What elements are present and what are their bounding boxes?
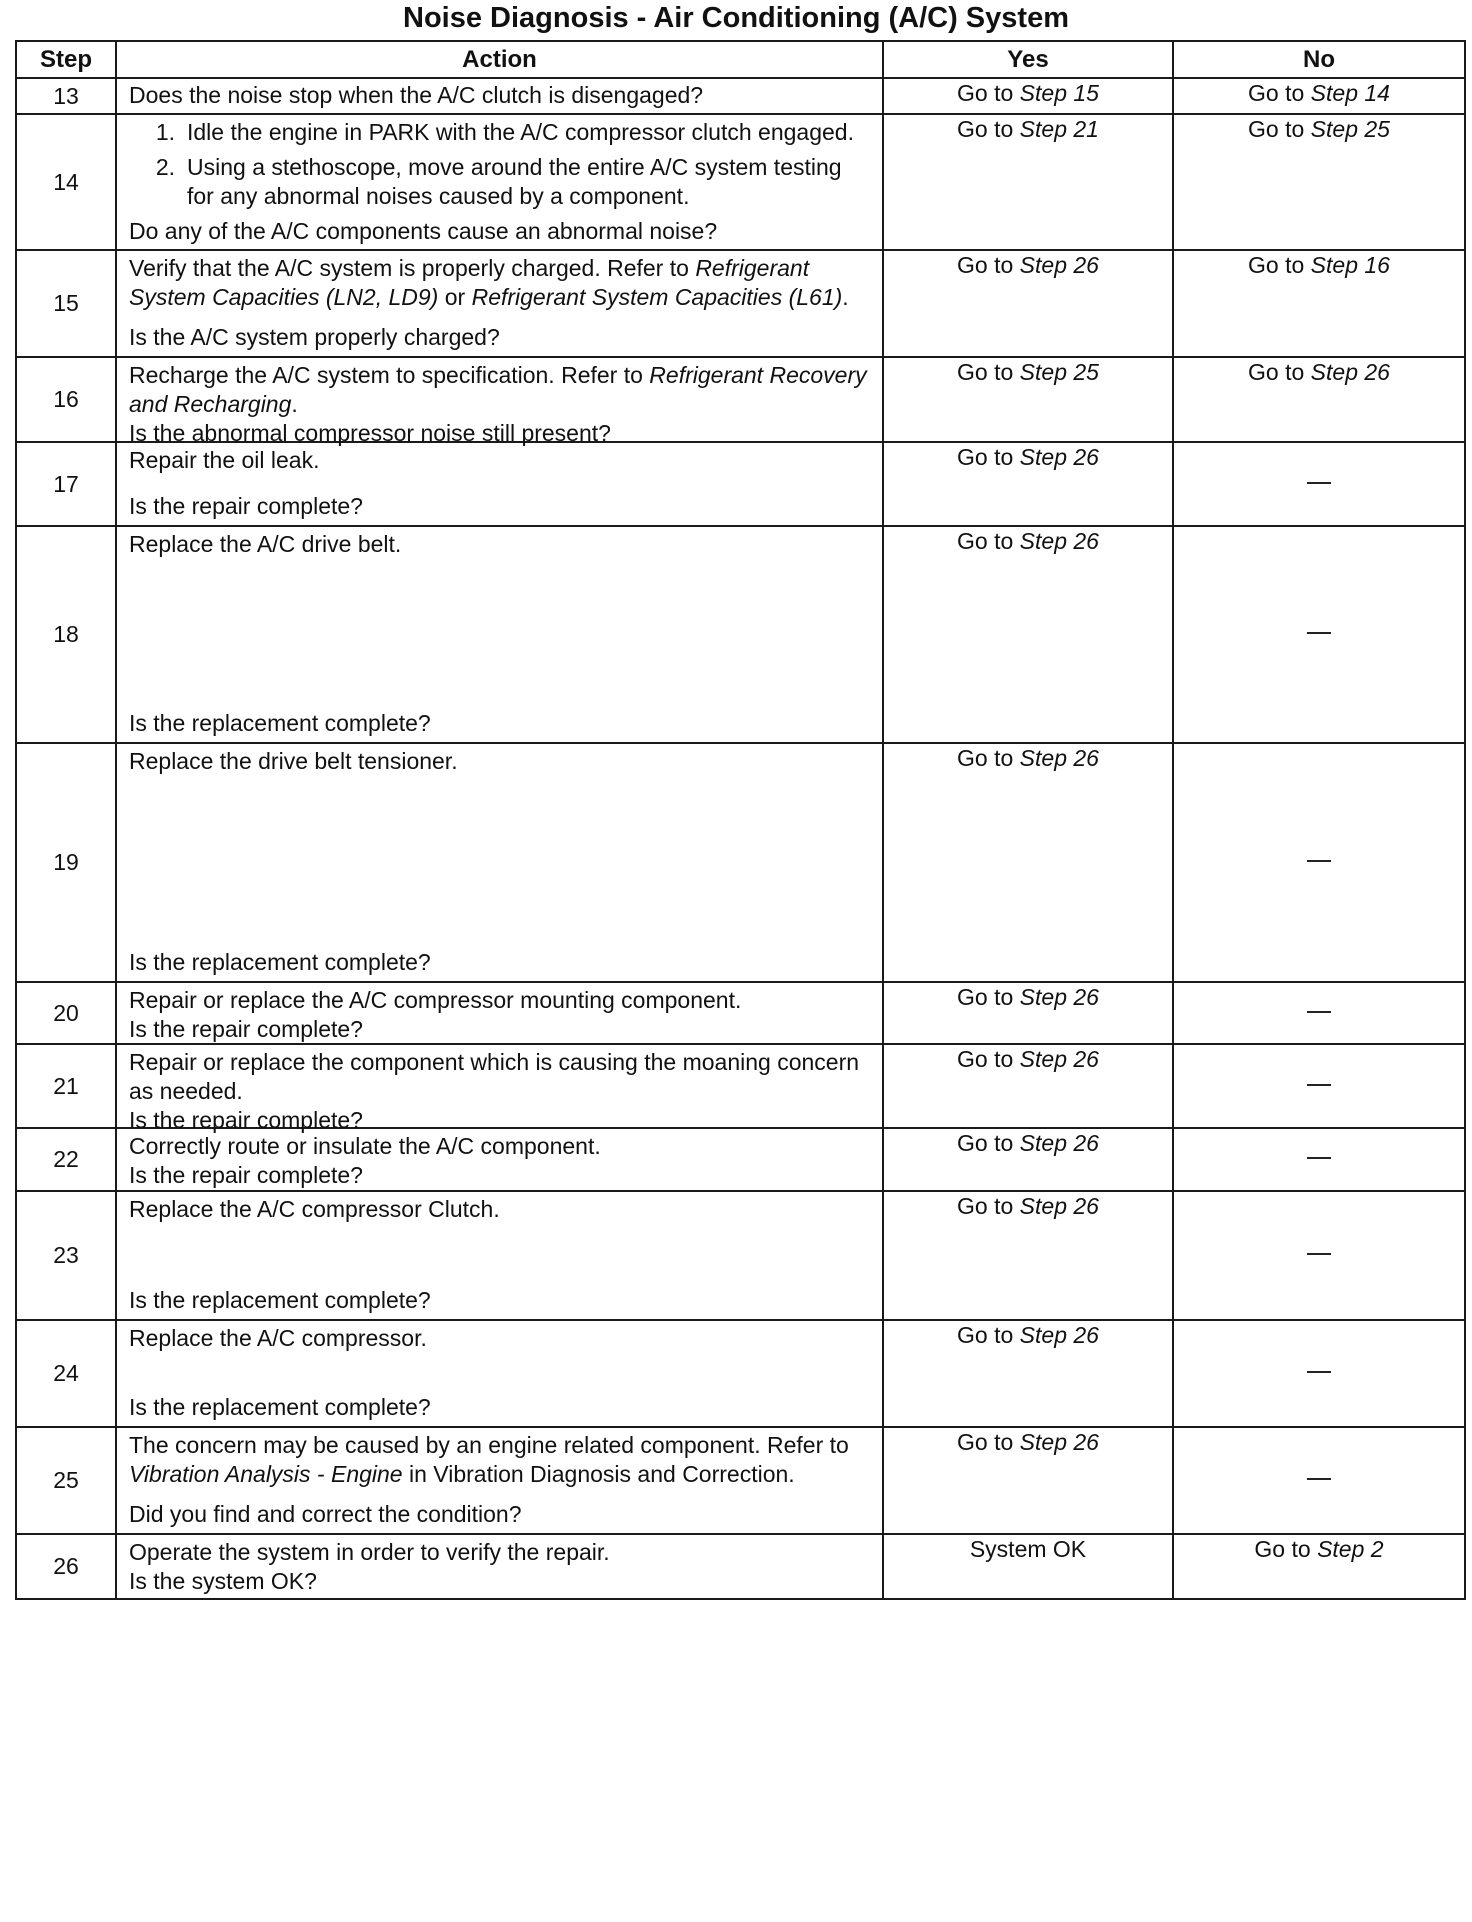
- table-header-row: [16, 41, 1465, 78]
- no-action-dash: [1307, 1478, 1331, 1480]
- header-step: Step: [16, 41, 116, 78]
- table-body: [16, 78, 1465, 1599]
- goto-step-link: Step 26: [1019, 1322, 1099, 1348]
- reference-title: Refrigerant System Capacities (LN2, LD9): [129, 255, 810, 310]
- action-content: [117, 1192, 882, 1319]
- action-cell: [116, 1191, 883, 1320]
- no-action-dash: [1307, 1157, 1331, 1159]
- table-row: [16, 982, 1465, 1044]
- table-row: [16, 442, 1465, 526]
- goto-prefix: Go to: [957, 1046, 1014, 1072]
- goto-prefix: Go to: [957, 252, 1014, 278]
- yes-outcome: [883, 250, 1173, 357]
- no-outcome: [1173, 982, 1465, 1044]
- no-action-dash: [1307, 482, 1331, 484]
- no-outcome: [1173, 114, 1465, 250]
- action-question: Is the abnormal compressor noise still present?: [129, 420, 611, 446]
- action-cell: [116, 1320, 883, 1427]
- goto-step-link: Step 26: [1019, 528, 1099, 554]
- action-content: [117, 115, 882, 249]
- yes-outcome: [883, 982, 1173, 1044]
- action-question: Is the replacement complete?: [129, 949, 431, 975]
- instruction-text: .: [842, 284, 849, 310]
- table-row: [16, 1427, 1465, 1534]
- goto-step-link: Step 15: [1019, 80, 1099, 106]
- action-question: Is the repair complete?: [129, 493, 363, 519]
- action-question: Did you find and correct the condition?: [129, 1501, 522, 1527]
- no-outcome: [1173, 1044, 1465, 1128]
- step-number: 25: [16, 1427, 116, 1534]
- action-content: [117, 1535, 882, 1598]
- table-row: [16, 1320, 1465, 1427]
- no-outcome: [1173, 1191, 1465, 1320]
- action-cell: [116, 78, 883, 114]
- yes-outcome: [883, 1534, 1173, 1599]
- action-instruction: Repair or replace the component which is causing the moaning concern as needed.: [129, 1049, 860, 1104]
- no-outcome: [1173, 526, 1465, 743]
- table-row: [16, 357, 1465, 442]
- table-row: [16, 78, 1465, 114]
- action-cell: [116, 250, 883, 357]
- goto-step-link: Step 14: [1310, 80, 1390, 106]
- instruction-text: The concern may be caused by an engine related component. Refer to: [129, 1432, 849, 1458]
- action-question: Is the repair complete?: [129, 1162, 363, 1188]
- action-content: [117, 443, 882, 525]
- table-row: [16, 1044, 1465, 1128]
- action-cell: [116, 526, 883, 743]
- no-action-dash: [1307, 1371, 1331, 1373]
- goto-prefix: Go to: [957, 984, 1014, 1010]
- goto-step-link: Step 2: [1317, 1536, 1384, 1562]
- action-content: [117, 983, 882, 1043]
- header-yes: Yes: [883, 41, 1173, 78]
- goto-step-link: Step 26: [1310, 359, 1390, 385]
- table-row: [16, 114, 1465, 250]
- list-number: 1.: [155, 119, 175, 145]
- action-content: [117, 527, 882, 742]
- goto-step-link: Step 26: [1019, 1046, 1099, 1072]
- action-instruction: [129, 254, 872, 312]
- header-no: No: [1173, 41, 1465, 78]
- goto-step-link: Step 26: [1019, 984, 1099, 1010]
- action-question: Is the A/C system properly charged?: [129, 324, 500, 350]
- table-row: [16, 526, 1465, 743]
- instruction-text: or: [438, 284, 472, 310]
- yes-outcome: [883, 357, 1173, 442]
- action-cell: [116, 1534, 883, 1599]
- step-number: 18: [16, 526, 116, 743]
- document-title: Noise Diagnosis - Air Conditioning (A/C) System: [403, 2, 1069, 34]
- goto-step-link: Step 26: [1019, 745, 1099, 771]
- table-row: [16, 743, 1465, 982]
- goto-prefix: Go to: [1248, 252, 1305, 278]
- action-instruction: Correctly route or insulate the A/C component.: [129, 1133, 601, 1159]
- no-action-dash: [1307, 1084, 1331, 1086]
- action-instruction: Replace the A/C drive belt.: [129, 531, 402, 557]
- no-outcome: [1173, 1128, 1465, 1191]
- step-number: 19: [16, 743, 116, 982]
- goto-step-link: Step 25: [1310, 116, 1390, 142]
- action-instruction: Replace the A/C compressor.: [129, 1325, 427, 1351]
- instruction-text: Verify that the A/C system is properly charged. Refer to: [129, 255, 696, 281]
- step-number: 23: [16, 1191, 116, 1320]
- list-text: Using a stethoscope, move around the entire A/C system testing for any abnormal noises caused by a component.: [187, 154, 842, 209]
- instruction-list-item: [129, 153, 872, 211]
- list-number: 2.: [155, 154, 175, 180]
- action-question: Is the replacement complete?: [129, 1394, 431, 1420]
- yes-outcome: [883, 743, 1173, 982]
- yes-outcome: [883, 1128, 1173, 1191]
- action-question: Is the replacement complete?: [129, 710, 431, 736]
- step-number: 22: [16, 1128, 116, 1191]
- goto-prefix: Go to: [957, 745, 1014, 771]
- action-cell: [116, 357, 883, 446]
- goto-prefix: Go to: [957, 444, 1014, 470]
- action-content: [117, 1129, 882, 1190]
- action-content: [117, 1045, 882, 1133]
- no-action-dash: [1307, 860, 1331, 862]
- yes-outcome: [883, 78, 1173, 114]
- goto-step-link: Step 16: [1310, 252, 1390, 278]
- action-content: [117, 79, 882, 113]
- no-outcome: [1173, 743, 1465, 982]
- action-cell: [116, 743, 883, 982]
- action-content: [117, 358, 882, 446]
- no-outcome: [1173, 357, 1465, 442]
- list-text: Idle the engine in PARK with the A/C compressor clutch engaged.: [187, 119, 854, 145]
- step-number: 16: [16, 357, 116, 442]
- no-outcome: [1173, 250, 1465, 357]
- table-row: [16, 1534, 1465, 1599]
- action-instruction: Replace the drive belt tensioner.: [129, 748, 458, 774]
- action-content: [117, 251, 882, 356]
- table-row: [16, 1128, 1465, 1191]
- goto-prefix: Go to: [1248, 80, 1305, 106]
- step-number: 21: [16, 1044, 116, 1128]
- instruction-text: Recharge the A/C system to specification. Refer to: [129, 362, 650, 388]
- reference-title: Vibration Analysis - Engine: [129, 1461, 403, 1487]
- yes-outcome: [883, 442, 1173, 526]
- reference-title: Refrigerant System Capacities (L61): [471, 284, 843, 310]
- action-question: Is the system OK?: [129, 1568, 317, 1594]
- diagnosis-table: [15, 40, 1466, 1600]
- no-outcome: [1173, 1534, 1465, 1599]
- action-content: [117, 1321, 882, 1426]
- goto-prefix: Go to: [957, 116, 1014, 142]
- no-action-dash: [1307, 632, 1331, 634]
- action-cell: [116, 1044, 883, 1133]
- action-instruction: Replace the A/C compressor Clutch.: [129, 1196, 500, 1222]
- action-question: Is the repair complete?: [129, 1016, 363, 1042]
- yes-outcome: [883, 1191, 1173, 1320]
- goto-step-link: Step 26: [1019, 444, 1099, 470]
- no-outcome: [1173, 1427, 1465, 1534]
- goto-step-link: Step 25: [1019, 359, 1099, 385]
- action-cell: [116, 1128, 883, 1191]
- yes-outcome: [883, 1044, 1173, 1128]
- goto-prefix: Go to: [957, 1322, 1014, 1348]
- goto-step-link: Step 26: [1019, 252, 1099, 278]
- goto-prefix: Go to: [957, 1193, 1014, 1219]
- action-question: Is the repair complete?: [129, 1107, 363, 1133]
- instruction-text: in Vibration Diagnosis and Correction.: [402, 1461, 795, 1487]
- action-instruction: [129, 1431, 872, 1489]
- action-cell: [116, 442, 883, 526]
- no-action-dash: [1307, 1011, 1331, 1013]
- action-content: [117, 744, 882, 981]
- step-number: 14: [16, 114, 116, 250]
- action-cell: [116, 1427, 883, 1534]
- step-number: 13: [16, 78, 116, 114]
- no-outcome: [1173, 442, 1465, 526]
- goto-prefix: Go to: [1248, 116, 1305, 142]
- instruction-list: [129, 118, 872, 211]
- action-cell: [116, 982, 883, 1044]
- no-outcome: [1173, 1320, 1465, 1427]
- action-content: [117, 1428, 882, 1533]
- step-number: 17: [16, 442, 116, 526]
- header-action: Action: [116, 41, 883, 78]
- step-number: 15: [16, 250, 116, 357]
- yes-outcome: [883, 114, 1173, 250]
- reference-title: Refrigerant Recovery and Recharging: [129, 362, 867, 417]
- action-question: Do any of the A/C components cause an abnormal noise?: [129, 218, 718, 244]
- goto-prefix: Go to: [1248, 359, 1305, 385]
- goto-step-link: Step 26: [1019, 1193, 1099, 1219]
- instruction-list-item: [129, 118, 872, 147]
- action-question: Does the noise stop when the A/C clutch is disengaged?: [129, 82, 704, 108]
- step-number: 24: [16, 1320, 116, 1427]
- goto-prefix: Go to: [957, 1429, 1014, 1455]
- goto-step-link: Step 21: [1019, 116, 1099, 142]
- action-instruction: Operate the system in order to verify the repair.: [129, 1539, 610, 1565]
- yes-outcome: [883, 1320, 1173, 1427]
- action-instruction: Repair or replace the A/C compressor mounting component.: [129, 987, 742, 1013]
- step-number: 20: [16, 982, 116, 1044]
- action-instruction: [129, 361, 872, 419]
- goto-prefix: Go to: [957, 528, 1014, 554]
- action-question: Is the replacement complete?: [129, 1287, 431, 1313]
- no-action-dash: [1307, 1253, 1331, 1255]
- outcome-text: System OK: [969, 1536, 1087, 1562]
- goto-step-link: Step 26: [1019, 1429, 1099, 1455]
- table-row: [16, 250, 1465, 357]
- goto-prefix: Go to: [1254, 1536, 1311, 1562]
- instruction-text: .: [291, 391, 298, 417]
- goto-prefix: Go to: [957, 1130, 1014, 1156]
- action-instruction: Repair the oil leak.: [129, 447, 320, 473]
- yes-outcome: [883, 1427, 1173, 1534]
- action-instruction: [129, 118, 872, 217]
- no-outcome: [1173, 78, 1465, 114]
- step-number: 26: [16, 1534, 116, 1599]
- goto-step-link: Step 26: [1019, 1130, 1099, 1156]
- yes-outcome: [883, 526, 1173, 743]
- goto-prefix: Go to: [957, 80, 1014, 106]
- table-row: [16, 1191, 1465, 1320]
- action-cell: [116, 114, 883, 250]
- goto-prefix: Go to: [957, 359, 1014, 385]
